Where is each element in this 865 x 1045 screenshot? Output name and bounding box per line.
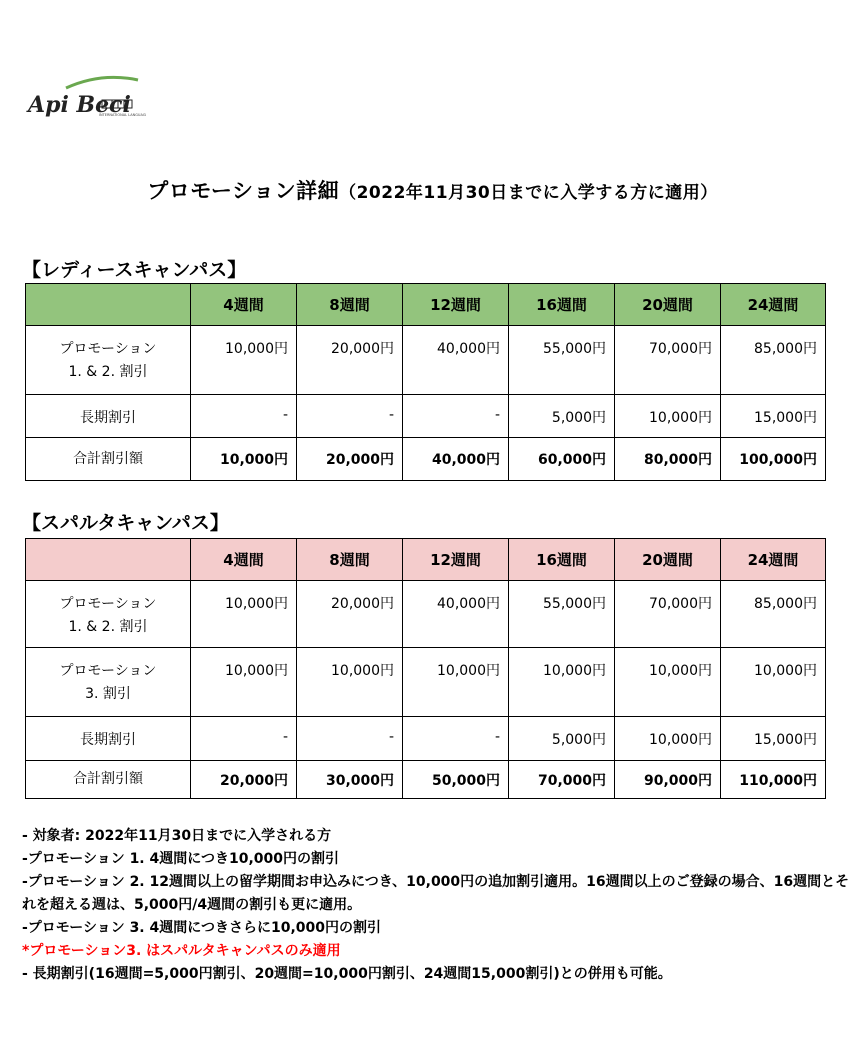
- note-line: - 対象者: 2022年11月30日までに入学される方: [22, 828, 332, 844]
- table-cell: 20,000円: [297, 581, 403, 648]
- header-corner: [26, 539, 191, 581]
- table-cell: 10,000円: [191, 581, 297, 648]
- header-cell: 4週間: [191, 284, 297, 326]
- table-cell: 10,000円: [615, 395, 721, 438]
- table-cell: 40,000円: [403, 326, 509, 395]
- notes: [22, 825, 852, 986]
- header-cell: 16週間: [509, 284, 615, 326]
- table-cell: -: [403, 395, 509, 438]
- ladies-table: [25, 283, 826, 481]
- table-cell: 60,000円: [509, 438, 615, 481]
- table-cell: 55,000円: [509, 326, 615, 395]
- table-cell: 50,000円: [403, 761, 509, 799]
- table-cell: 10,000円: [615, 648, 721, 717]
- row-label: 合計割引額: [26, 438, 191, 481]
- table-cell: 70,000円: [615, 581, 721, 648]
- table-cell: 70,000円: [615, 326, 721, 395]
- table-cell: 90,000円: [615, 761, 721, 799]
- table-row: [26, 395, 826, 438]
- logo-sub: INTERNATIONAL LANGUAGE: [99, 113, 146, 117]
- header-cell: 8週間: [297, 539, 403, 581]
- title-main: プロモーション詳細: [147, 179, 340, 203]
- table-cell: 10,000円: [509, 648, 615, 717]
- table-cell: 110,000円: [721, 761, 826, 799]
- row-label: 長期割引: [26, 395, 191, 438]
- sparta-table: [25, 538, 826, 799]
- logo: [26, 70, 146, 130]
- table-cell: 85,000円: [721, 326, 826, 395]
- table-cell: 15,000円: [721, 717, 826, 761]
- header-cell: 4週間: [191, 539, 297, 581]
- table-cell: 55,000円: [509, 581, 615, 648]
- table-row: [26, 648, 826, 717]
- note-line-sparta-only: *プロモーション3. はスパルタキャンパスのみ適用: [22, 943, 341, 959]
- page-title: [0, 175, 865, 205]
- header-cell: 8週間: [297, 284, 403, 326]
- table-cell: 10,000円: [721, 648, 826, 717]
- table-cell: 85,000円: [721, 581, 826, 648]
- header-cell: 24週間: [721, 539, 826, 581]
- note-line: -プロモーション 3. 4週間につきさらに10,000円の割引: [22, 920, 381, 936]
- header-cell: 20週間: [615, 539, 721, 581]
- total-row: [26, 438, 826, 481]
- row-label: 長期割引: [26, 717, 191, 761]
- row-label: プロモーション 1. & 2. 割引: [26, 326, 191, 395]
- row-label: 合計割引額: [26, 761, 191, 799]
- table-cell: -: [191, 395, 297, 438]
- table-cell: 70,000円: [509, 761, 615, 799]
- sparta-heading: 【スパルタキャンパス】: [22, 512, 229, 534]
- table-cell: 40,000円: [403, 438, 509, 481]
- table-cell: -: [403, 717, 509, 761]
- table-cell: 10,000円: [191, 438, 297, 481]
- header-cell: 24週間: [721, 284, 826, 326]
- title-sub: （2022年11月30日までに入学する方に適用）: [339, 183, 718, 203]
- table-row: [26, 581, 826, 648]
- table-cell: 80,000円: [615, 438, 721, 481]
- table-row: [26, 326, 826, 395]
- note-line: - 長期割引(16週間=5,000円割引、20週間=10,000円割引、24週間15,000割引)との併用も可能。: [22, 966, 672, 982]
- header-corner: [26, 284, 191, 326]
- table-row: [26, 717, 826, 761]
- table-cell: 20,000円: [191, 761, 297, 799]
- table-cell: -: [297, 395, 403, 438]
- table-cell: 40,000円: [403, 581, 509, 648]
- header-cell: 16週間: [509, 539, 615, 581]
- table-cell: 5,000円: [509, 717, 615, 761]
- table-cell: 10,000円: [615, 717, 721, 761]
- header-cell: 20週間: [615, 284, 721, 326]
- table-cell: -: [297, 717, 403, 761]
- table-cell: 100,000円: [721, 438, 826, 481]
- total-row: [26, 761, 826, 799]
- row-label: プロモーション 1. & 2. 割引: [26, 581, 191, 648]
- note-line: -プロモーション 2. 12週間以上の留学期間お申込みにつき、10,000円の追加割引適用。16週間以上のご登録の場合、16週間とそれを超える週は、5,000円/4週間の割引も更に適用。: [22, 874, 850, 913]
- table-cell: 20,000円: [297, 326, 403, 395]
- table-cell: 10,000円: [403, 648, 509, 717]
- table-cell: -: [191, 717, 297, 761]
- header-cell: 12週間: [403, 539, 509, 581]
- header-cell: 12週間: [403, 284, 509, 326]
- table-cell: 30,000円: [297, 761, 403, 799]
- table-cell: 20,000円: [297, 438, 403, 481]
- header-row: [26, 284, 826, 326]
- header-row: [26, 539, 826, 581]
- table-cell: 5,000円: [509, 395, 615, 438]
- table-cell: 10,000円: [191, 648, 297, 717]
- table-cell: 10,000円: [191, 326, 297, 395]
- logo-text: Api Beci: [28, 92, 131, 118]
- note-line: -プロモーション 1. 4週間につき10,000円の割引: [22, 851, 339, 867]
- ladies-heading: 【レディースキャンパス】: [22, 259, 247, 281]
- row-label: プロモーション 3. 割引: [26, 648, 191, 717]
- table-cell: 15,000円: [721, 395, 826, 438]
- table-cell: 10,000円: [297, 648, 403, 717]
